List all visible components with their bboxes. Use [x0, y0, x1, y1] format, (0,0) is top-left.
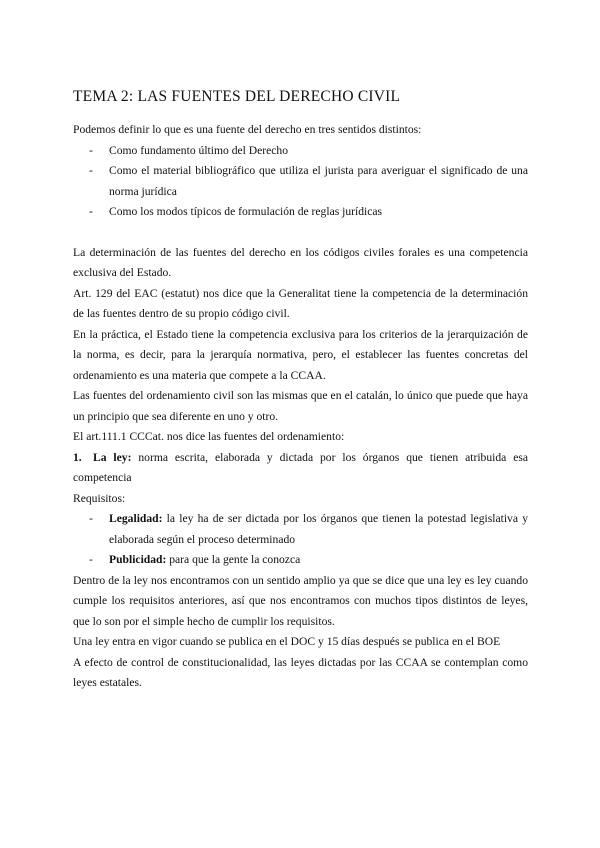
paragraph: Las fuentes del ordenamiento civil son las mismas que en el catalán, lo único que puede que haya un principio que sea diferente en uno y otro.	[73, 389, 528, 423]
dash-marker: -	[89, 553, 93, 566]
ley-term: La ley:	[93, 450, 132, 464]
dash-marker: -	[89, 512, 93, 525]
intro-paragraph: Podemos definir lo que es una fuente del derecho en tres sentidos distintos:	[73, 123, 422, 136]
paragraph: La determinación de las fuentes del derecho en los códigos civiles forales es una competencia exclusiva del Estado.	[73, 245, 528, 279]
paragraph: Art. 129 del EAC (estatut) nos dice que la Generalitat tiene la competencia de la determinación de las fuentes dentro de su propio código civil.	[73, 286, 528, 320]
list-item: - Como los modos típicos de formulación de reglas jurídicas	[73, 202, 528, 223]
requisitos-label: Requisitos:	[73, 491, 126, 505]
list-item: - Como fundamento último del Derecho	[73, 141, 528, 162]
page-title: TEMA 2: LAS FUENTES DEL DERECHO CIVIL	[73, 88, 401, 105]
requisitos-list	[73, 509, 528, 571]
list-item: - Legalidad: la ley ha de ser dictada por los órganos que tienen la potestad legislativa y elaborada según el proceso determinado	[73, 509, 528, 550]
paragraph: En la práctica, el Estado tiene la competencia exclusiva para los criterios de la jerarquización de la norma, es decir, para la jerarquía normativa, pero, el establecer las fuentes concretas del ordenamiento es una materia que compete a la CCAA.	[73, 327, 528, 382]
document-body	[73, 88, 528, 694]
requisito-term: Publicidad:	[109, 553, 167, 566]
requisito-term: Legalidad:	[109, 512, 163, 525]
paragraph: El art.111.1 CCCat. nos dice las fuentes del ordenamiento:	[73, 430, 345, 443]
dash-marker: -	[89, 143, 93, 157]
list-item: - Publicidad: para que la gente la conozca	[73, 550, 528, 571]
list-number: 1.	[73, 450, 82, 464]
dash-marker: -	[89, 164, 93, 177]
paragraph: Una ley entra en vigor cuando se publica en el DOC y 15 días después se publica en el BOE	[73, 635, 501, 648]
list-item: - Como el material bibliográfico que utiliza el jurista para averiguar el significado de una norma jurídica	[73, 161, 528, 202]
senses-list	[73, 141, 528, 223]
paragraph: Dentro de la ley nos encontramos con un sentido amplio ya que se dice que una ley es ley cuando cumple los requisitos anteriores, así que nos encontramos con muchos tipos distintos de leyes, que lo son por el simple hecho de cumplir los requisitos.	[73, 573, 528, 628]
ley-definition: 1. La ley: norma escrita, elaborada y dictada por los órganos que tienen atribuida esa competencia	[73, 448, 528, 489]
spacer	[73, 223, 528, 243]
dash-marker: -	[89, 205, 93, 218]
paragraph: A efecto de control de constitucionalidad, las leyes dictadas por las CCAA se contemplan como leyes estatales.	[73, 655, 528, 689]
